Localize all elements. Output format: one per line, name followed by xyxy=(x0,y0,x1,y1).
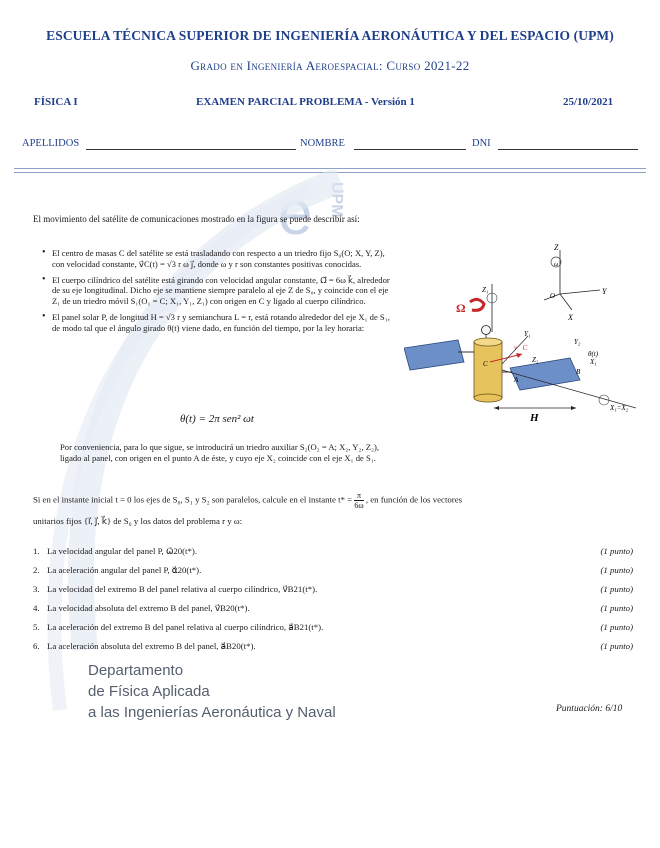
question-row xyxy=(33,584,633,603)
fig-label-Y2: Y₂ xyxy=(574,338,581,346)
satellite-figure xyxy=(404,240,644,430)
nombre-label: NOMBRE xyxy=(300,138,345,149)
fig-label-Z2: Z₂ xyxy=(532,356,539,364)
fig-label-vc: v⃗C xyxy=(514,344,528,352)
question-text: La velocidad angular del panel P, ω⃗20(t*). xyxy=(47,546,198,556)
question-list xyxy=(33,546,633,660)
fig-label-omega: ω xyxy=(554,262,559,268)
divider-top xyxy=(14,168,646,169)
exam-date: 25/10/2021 xyxy=(563,96,614,108)
apellidos-input-line[interactable] xyxy=(86,149,296,150)
fig-label-X: X xyxy=(568,313,573,322)
fig-label-B: B xyxy=(576,368,581,376)
question-text: La aceleración absoluta del extremo B del panel, a⃗B20(t*). xyxy=(47,641,256,651)
question-points: (1 punto) xyxy=(600,546,633,556)
question-number: 5. xyxy=(33,622,40,632)
instant-numerator: π xyxy=(354,491,363,501)
instant-fraction xyxy=(354,491,363,510)
question-points: (1 punto) xyxy=(600,565,633,575)
nombre-input-line[interactable] xyxy=(354,149,466,150)
question-points: (1 punto) xyxy=(600,603,633,613)
dni-label: DNI xyxy=(472,138,491,149)
fig-label-Y1: Y₁ xyxy=(524,330,531,338)
fig-label-O: O xyxy=(550,292,556,300)
left-solar-panel xyxy=(404,340,464,370)
time-law-equation: θ(t) = 2π sen² ωt xyxy=(179,413,254,425)
student-fields xyxy=(22,138,638,154)
rotation-arc-icon xyxy=(470,299,484,310)
instant-statement xyxy=(33,491,633,510)
question-number: 1. xyxy=(33,546,40,556)
question-row xyxy=(33,603,633,622)
bullet-item: • El panel solar P, de longitud H = √3 r y semianchura L = r, está rotando alrededor del eje X₁ de S₁, de modo tal que el ángulo girado θ(t) viene dado, en función del tiempo, por la ley horaria: xyxy=(42,312,392,334)
question-text: La velocidad del extremo B del panel relativa al cuerpo cilíndrico, v⃗B21(t*). xyxy=(47,584,318,594)
fig-label-theta: θ(t) xyxy=(588,350,599,358)
svg-text:e: e xyxy=(278,179,313,248)
score-label: Puntuación: 6/10 xyxy=(556,704,623,714)
bullet-item: • El centro de masas C del satélite se está trasladando con respecto a un triedro fijo S₀(O; X, Y, Z), con velocidad constante, v⃗C(t) = √3 r ω j⃗, donde ω y r son constantes positivas conocidas. xyxy=(42,248,392,270)
question-points: (1 punto) xyxy=(600,584,633,594)
bullet-item: • El cuerpo cilíndrico del satélite está girando con velocidad angular constante, Ω⃗ = 6ω k⃗, alrededor de su eje longitudinal. Dicho eje se mantiene siempre paralelo al eje Z de S₀, y coincide con el eje Z₁ de un triedro móvil S₁(O₁ = C; X₁, Y₁, Z₁) con origen en C y ligado al cuerpo cilíndrico. xyxy=(42,275,392,307)
problem-intro: El movimiento del satélite de comunicaciones mostrado en la figura se puede describir así: xyxy=(33,214,360,224)
omega-label: Ω xyxy=(456,301,466,315)
fig-label-Z1: Z₁ xyxy=(482,286,489,294)
instant-statement-line2: unitarios fijos {i⃗, j⃗, k⃗} de S₀ y los datos del problema r y ω: xyxy=(33,516,243,526)
question-row xyxy=(33,546,633,565)
exam-title: EXAMEN PARCIAL PROBLEMA - Versión 1 xyxy=(196,96,415,108)
problem-bullets xyxy=(42,248,392,339)
subject-label: FÍSICA I xyxy=(34,96,78,108)
question-row xyxy=(33,565,633,584)
question-points: (1 punto) xyxy=(600,641,633,651)
instant-denominator: 6ω xyxy=(354,501,364,510)
fig-label-A: A xyxy=(514,376,519,384)
fig-label-X1: X₁ xyxy=(590,358,597,366)
question-points: (1 punto) xyxy=(600,622,633,632)
question-number: 3. xyxy=(33,584,40,594)
fig-label-Y: Y xyxy=(602,287,607,296)
auxiliary-frame-text: Por conveniencia, para lo que sigue, se introducirá un triedro auxiliar S₂(O₂ = A; X₂, Y₂, Z₂), ligado al panel, con origen en el punto A de éste, y cuyo eje X₂ coincide con el eje X₁ de S₁. xyxy=(60,442,380,463)
question-number: 2. xyxy=(33,565,40,575)
question-text: La velocidad absoluta del extremo B del panel, v⃗B20(t*). xyxy=(47,603,250,613)
fig-label-Z: Z xyxy=(554,243,559,252)
question-number: 6. xyxy=(33,641,40,651)
dni-input-line[interactable] xyxy=(498,149,638,150)
watermark-text: UPM xyxy=(328,182,345,218)
antenna-dish-icon xyxy=(482,326,491,335)
department-line-3: a las Ingenierías Aeronáutica y Naval xyxy=(88,704,336,721)
department-line-2: de Física Aplicada xyxy=(88,683,210,700)
instant-suffix: , en función de los vectores xyxy=(365,494,463,505)
question-number: 4. xyxy=(33,603,40,613)
question-text: La aceleración del extremo B del panel relativa al cuerpo cilíndrico, a⃗B21(t*). xyxy=(47,622,324,632)
question-row xyxy=(33,622,633,641)
right-solar-panel xyxy=(510,358,580,390)
department-line-1: Departamento xyxy=(88,662,184,679)
question-text: La aceleración angular del panel P, α⃗20(t*). xyxy=(47,565,202,575)
instant-prefix: Si en el instante inicial t = 0 los ejes de S₀, S₁ y S₂ son paralelos, calcule en el instante t* = xyxy=(33,494,355,505)
school-title: ESCUELA TÉCNICA SUPERIOR DE INGENIERÍA AERONÁUTICA Y DEL ESPACIO (UPM) xyxy=(46,28,614,43)
satellite-diagram xyxy=(404,240,644,430)
fig-label-H: H xyxy=(530,412,539,424)
question-row xyxy=(33,641,633,660)
satellite-cylinder xyxy=(474,342,502,398)
degree-course: Grado en Ingeniería Aeroespacial: Curso 2021-22 xyxy=(190,58,470,73)
apellidos-label: APELLIDOS xyxy=(22,138,80,149)
fig-label-C: C xyxy=(483,360,488,368)
fig-label-X1X2: X₁=X₂ xyxy=(610,404,629,412)
